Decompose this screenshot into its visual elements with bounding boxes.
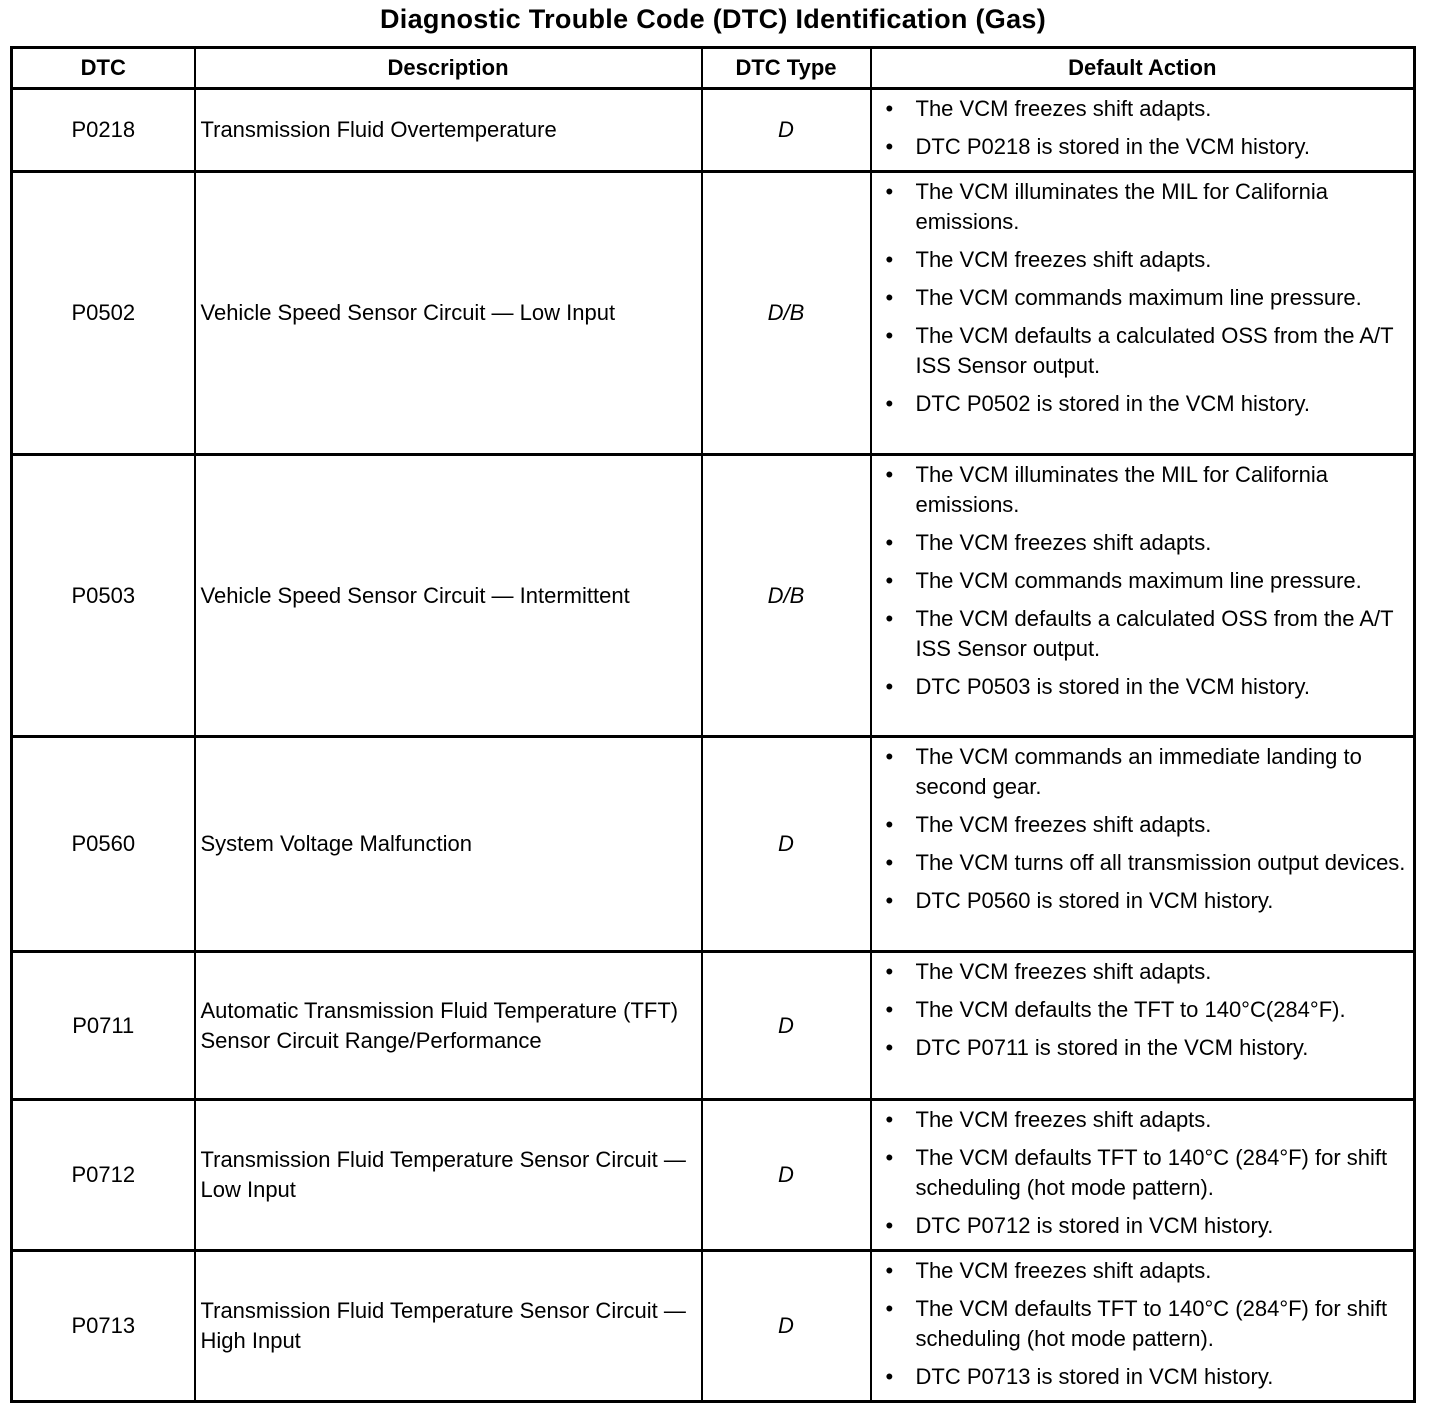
action-text: DTC P0713 is stored in VCM history. <box>915 1364 1274 1389</box>
action-text: The VCM freezes shift adapts. <box>915 1107 1212 1132</box>
bullet-icon: • <box>885 247 894 272</box>
action-item <box>886 1033 1408 1063</box>
dtc-type: D <box>702 737 871 952</box>
action-text: The VCM commands maximum line pressure. <box>915 568 1362 593</box>
header-action: Default Action <box>871 48 1415 89</box>
bullet-icon: • <box>885 1258 894 1283</box>
action-item <box>886 957 1408 987</box>
default-action <box>871 172 1415 455</box>
dtc-type: D/B <box>702 172 871 455</box>
dtc-code: P0712 <box>12 1100 195 1251</box>
dtc-description: System Voltage Malfunction <box>195 737 702 952</box>
page-title: Diagnostic Trouble Code (DTC) Identification (Gas) <box>379 4 1047 34</box>
action-text: The VCM defaults a calculated OSS from the A/T ISS Sensor output. <box>915 323 1394 378</box>
dtc-code: P0502 <box>12 172 195 455</box>
dtc-code: P0560 <box>12 737 195 952</box>
table-row <box>12 172 1415 455</box>
default-action <box>871 1100 1415 1251</box>
action-text: The VCM defaults the TFT to 140°C(284°F). <box>915 997 1346 1022</box>
table-body <box>12 89 1415 1402</box>
action-item <box>886 1211 1408 1241</box>
dtc-description: Automatic Transmission Fluid Temperature (TFT) Sensor Circuit Range/Performance <box>195 952 702 1100</box>
action-item <box>886 528 1408 558</box>
action-item <box>886 245 1408 275</box>
dtc-description: Vehicle Speed Sensor Circuit — Low Input <box>195 172 702 455</box>
table-row <box>12 1100 1415 1251</box>
default-action <box>871 952 1415 1100</box>
action-item <box>886 995 1408 1025</box>
action-text: The VCM freezes shift adapts. <box>915 247 1212 272</box>
dtc-type: D <box>702 952 871 1100</box>
action-item <box>886 848 1408 878</box>
default-action <box>871 737 1415 952</box>
action-text: DTC P0503 is stored in the VCM history. <box>915 674 1311 699</box>
bullet-icon: • <box>885 888 894 913</box>
action-item <box>886 389 1408 419</box>
bullet-icon: • <box>885 96 894 121</box>
dtc-description: Vehicle Speed Sensor Circuit — Intermittent <box>195 455 702 737</box>
bullet-icon: • <box>885 1213 894 1238</box>
action-text: The VCM illuminates the MIL for California emissions. <box>915 179 1328 234</box>
action-text: The VCM defaults TFT to 140°C (284°F) for shift scheduling (hot mode pattern). <box>915 1296 1388 1351</box>
action-item <box>886 1362 1408 1392</box>
dtc-code: P0711 <box>12 952 195 1100</box>
action-text: The VCM commands maximum line pressure. <box>915 285 1362 310</box>
action-item <box>886 604 1408 664</box>
dtc-description: Transmission Fluid Temperature Sensor Circuit — Low Input <box>195 1100 702 1251</box>
dtc-description: Transmission Fluid Overtemperature <box>195 89 702 172</box>
default-action <box>871 89 1415 172</box>
dtc-description: Transmission Fluid Temperature Sensor Circuit — High Input <box>195 1251 702 1402</box>
dtc-type: D <box>702 1100 871 1251</box>
action-item <box>886 566 1408 596</box>
header-dtc: DTC <box>12 48 195 89</box>
action-text: The VCM freezes shift adapts. <box>915 959 1212 984</box>
bullet-icon: • <box>885 391 894 416</box>
action-text: The VCM freezes shift adapts. <box>915 530 1212 555</box>
bullet-icon: • <box>885 530 894 555</box>
dtc-type: D <box>702 1251 871 1402</box>
bullet-icon: • <box>885 568 894 593</box>
action-item <box>886 1256 1408 1286</box>
bullet-icon: • <box>885 1296 894 1321</box>
action-item <box>886 177 1408 237</box>
table-row <box>12 952 1415 1100</box>
action-item <box>886 132 1408 162</box>
action-text: DTC P0560 is stored in VCM history. <box>915 888 1274 913</box>
action-item <box>886 672 1408 702</box>
bullet-icon: • <box>885 812 894 837</box>
bullet-icon: • <box>885 1364 894 1389</box>
bullet-icon: • <box>885 1145 894 1170</box>
action-item <box>886 321 1408 381</box>
dtc-code: P0218 <box>12 89 195 172</box>
action-text: The VCM defaults a calculated OSS from the A/T ISS Sensor output. <box>915 606 1394 661</box>
action-text: DTC P0711 is stored in the VCM history. <box>915 1035 1309 1060</box>
bullet-icon: • <box>885 134 894 159</box>
table-header-row <box>12 48 1415 89</box>
default-action <box>871 1251 1415 1402</box>
action-text: The VCM illuminates the MIL for California emissions. <box>915 462 1328 517</box>
action-item <box>886 1105 1408 1135</box>
header-type: DTC Type <box>702 48 871 89</box>
table-row <box>12 89 1415 172</box>
action-text: The VCM commands an immediate landing to second gear. <box>915 744 1362 799</box>
table-row <box>12 1251 1415 1402</box>
bullet-icon: • <box>885 285 894 310</box>
bullet-icon: • <box>885 850 894 875</box>
bullet-icon: • <box>885 606 894 631</box>
action-text: DTC P0218 is stored in the VCM history. <box>915 134 1311 159</box>
table-row <box>12 737 1415 952</box>
bullet-icon: • <box>885 1107 894 1132</box>
action-text: The VCM freezes shift adapts. <box>915 96 1212 121</box>
action-text: DTC P0502 is stored in the VCM history. <box>915 391 1311 416</box>
action-text: The VCM freezes shift adapts. <box>915 812 1212 837</box>
action-text: The VCM freezes shift adapts. <box>915 1258 1212 1283</box>
dtc-type: D/B <box>702 455 871 737</box>
dtc-code: P0503 <box>12 455 195 737</box>
bullet-icon: • <box>885 1035 894 1060</box>
action-item <box>886 1294 1408 1354</box>
bullet-icon: • <box>885 744 894 769</box>
action-text: The VCM turns off all transmission output devices. <box>915 850 1406 875</box>
bullet-icon: • <box>885 179 894 204</box>
header-description: Description <box>195 48 702 89</box>
action-item <box>886 1143 1408 1203</box>
action-item <box>886 460 1408 520</box>
action-item <box>886 810 1408 840</box>
bullet-icon: • <box>885 959 894 984</box>
dtc-type: D <box>702 89 871 172</box>
default-action <box>871 455 1415 737</box>
action-text: The VCM defaults TFT to 140°C (284°F) for shift scheduling (hot mode pattern). <box>915 1145 1388 1200</box>
action-item <box>886 94 1408 124</box>
bullet-icon: • <box>885 997 894 1022</box>
action-item <box>886 886 1408 916</box>
table-row <box>12 455 1415 737</box>
bullet-icon: • <box>885 323 894 348</box>
action-text: DTC P0712 is stored in VCM history. <box>915 1213 1274 1238</box>
bullet-icon: • <box>885 462 894 487</box>
action-item <box>886 742 1408 802</box>
dtc-code: P0713 <box>12 1251 195 1402</box>
dtc-table <box>10 46 1416 1403</box>
action-item <box>886 283 1408 313</box>
bullet-icon: • <box>885 674 894 699</box>
